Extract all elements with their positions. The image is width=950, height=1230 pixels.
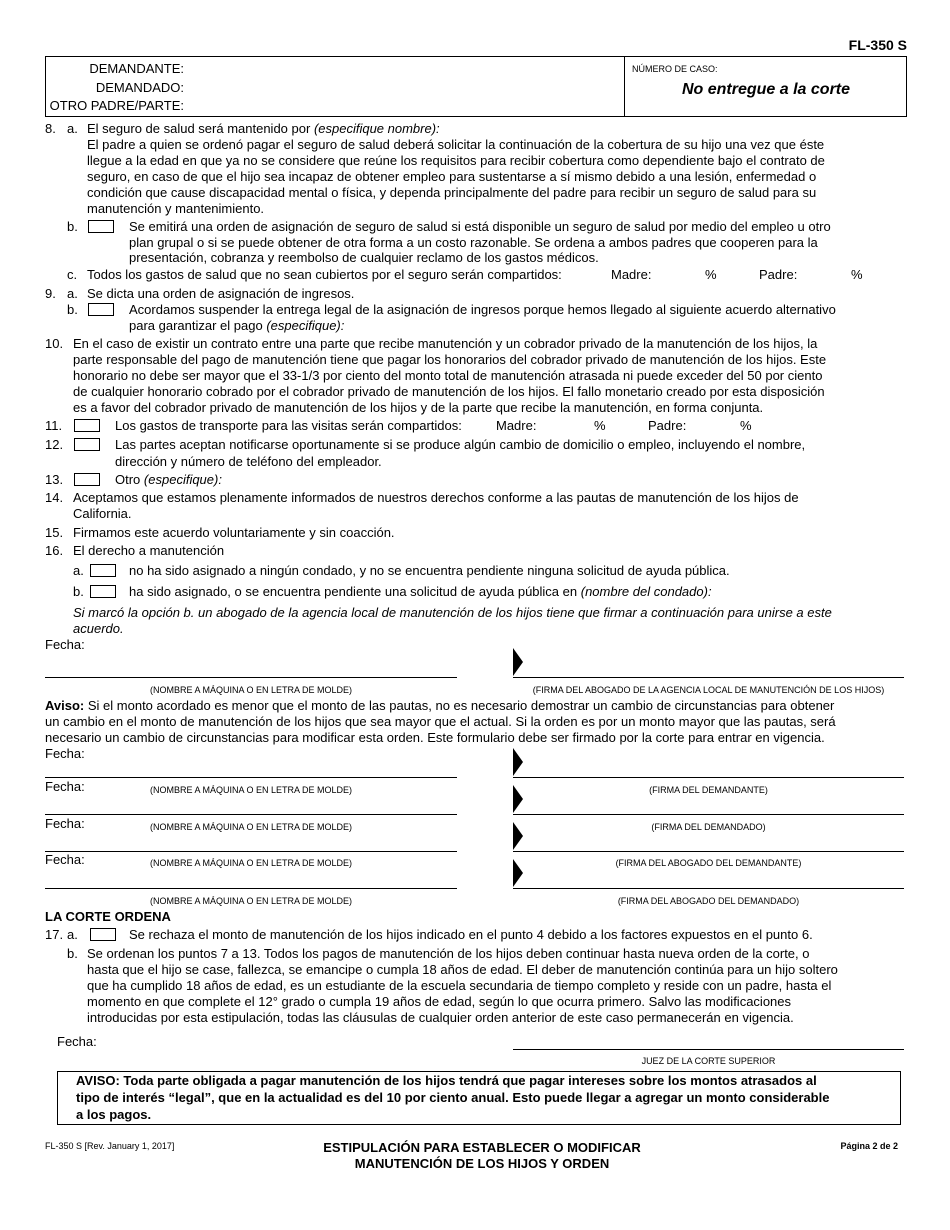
item11-father-pct: %	[740, 418, 752, 433]
footer-title-2: MANUTENCIÓN DE LOS HIJOS Y ORDEN	[354, 1156, 610, 1171]
footer-revision: FL-350 S [Rev. January 1, 2017]	[45, 1141, 175, 1151]
item8a-text: El seguro de salud será mantenido por (especifique nombre):	[87, 121, 440, 136]
print-name-caption: (NOMBRE A MÁQUINA O EN LETRA DE MOLDE)	[149, 785, 353, 795]
item16-note2: acuerdo.	[73, 621, 124, 636]
print-name-line	[45, 888, 457, 889]
print-name-caption: (NOMBRE A MÁQUINA O EN LETRA DE MOLDE)	[149, 896, 353, 906]
item8c-mother-pct: %	[705, 267, 717, 282]
item10-num: 10.	[45, 336, 64, 351]
item14-line2: California.	[73, 506, 132, 521]
item9b-label: b.	[67, 302, 78, 317]
item16-note1: Si marcó la opción b. un abogado de la agencia local de manutención de los hijos tiene que firmar a continuación para unirse a este	[73, 605, 832, 620]
item13-checkbox[interactable]	[74, 473, 100, 486]
item12-checkbox[interactable]	[74, 438, 100, 451]
petitioner-label: DEMANDANTE:	[89, 61, 184, 76]
item9b-checkbox[interactable]	[88, 303, 114, 316]
item10-line: parte responsable del pago de manutención tiene que pagar los honorarios del cobrador privado de manutención de los hijos. Este	[73, 352, 827, 367]
item9b-line2: para garantizar el pago (especifique):	[129, 318, 345, 333]
caption-box	[45, 56, 907, 117]
item14-num: 14.	[45, 490, 64, 505]
item8c-father: Padre:	[759, 267, 798, 282]
item15-text: Firmamos este acuerdo voluntariamente y sin coacción.	[73, 525, 395, 540]
item8c-text: Todos los gastos de salud que no sean cubiertos por el seguro serán compartidos:	[87, 267, 562, 282]
print-name-caption: (NOMBRE A MÁQUINA O EN LETRA DE MOLDE)	[149, 822, 353, 832]
do-not-file: No entregue a la corte	[681, 81, 851, 98]
petitioner-attorney-signature-caption: (FIRMA DEL ABOGADO DEL DEMANDANTE)	[615, 858, 802, 868]
item11-checkbox[interactable]	[74, 419, 100, 432]
item14-line1: Aceptamos que estamos plenamente informados de nuestros derechos conforme a las pautas de manutención de los hijos de	[73, 490, 799, 505]
item17b-line: momento en que complete el 12° grado o cumpla 19 años de edad, según lo que ocurra primero. Salvo las modificaciones	[87, 994, 792, 1009]
item8a-line: seguro, en caso de que el hijo sea incapaz de obtener empleo para sustentarse a sí mismo debido a una lesión, enfermedad o	[87, 169, 817, 184]
case-number-label: NÚMERO DE CASO:	[632, 64, 718, 74]
item17b-label: b.	[67, 946, 78, 961]
item9a-text: Se dicta una orden de asignación de ingresos.	[87, 286, 355, 301]
warning-line: tipo de interés “legal”, que en la actualidad es del 10 por ciento anual. Esto puede llegar a agregar un monto considerable	[76, 1090, 830, 1105]
item8b-line: Se emitirá una orden de asignación de seguro de salud si está disponible un seguro de salud por medio del empleo u otro	[129, 219, 831, 234]
item8b-line: plan grupal o si se puede obtener de otra forma a un costo razonable. Se ordena a ambos padres que cooperen para la	[129, 235, 818, 250]
item8a-line: condición que cause discapacidad mental o física, y dependa principalmente del padre para recibir un seguro de salud para su	[87, 185, 817, 200]
item17-num: 17.	[45, 927, 64, 942]
date-label: Fecha:	[45, 746, 85, 761]
signature-line	[513, 677, 904, 678]
item16a-label: a.	[73, 563, 84, 578]
item8a-line: El padre a quien se ordenó pagar el seguro de salud deberá solicitar la continuación de la cobertura de su hijo una vez que éste	[87, 137, 825, 152]
warning-line: AVISO: Toda parte obligada a pagar manutención de los hijos tendrá que pagar intereses sobre los montos atrasados al	[76, 1073, 817, 1088]
court-heading: LA CORTE ORDENA	[45, 909, 171, 924]
item12-line1: Las partes aceptan notificarse oportunamente si se produce algún cambio de domicilio o empleo, incluyendo el nombre,	[115, 437, 806, 452]
print-name-caption: (NOMBRE A MÁQUINA O EN LETRA DE MOLDE)	[149, 858, 353, 868]
form-id: FL-350 S	[848, 37, 907, 53]
item16a-text: no ha sido asignado a ningún condado, y no se encuentra pendiente ninguna solicitud de ayuda pública.	[129, 563, 730, 578]
item8c-label: c.	[67, 267, 78, 282]
item8b-line: presentación, cobranza y reembolso de cualquier reclamo de los gastos médicos.	[129, 250, 599, 265]
item17b-line: introducidas por esta estipulación, todas las cláusulas de cualquier orden anterior de este caso permanecerán en vigencia.	[87, 1010, 794, 1025]
respondent-signature-caption: (FIRMA DEL DEMANDADO)	[651, 822, 766, 832]
signature-line	[513, 888, 904, 889]
item11-father: Padre:	[648, 418, 687, 433]
date-label: Fecha:	[45, 816, 85, 831]
footer-page: Página 2 de 2	[840, 1141, 898, 1151]
item17a-label: a.	[67, 927, 78, 942]
print-name-line	[45, 677, 457, 678]
item16b-text: ha sido asignado, o se encuentra pendiente una solicitud de ayuda pública en (nombre del condado):	[129, 584, 712, 599]
print-name-line	[45, 851, 457, 852]
signature-arrow-icon	[513, 822, 523, 850]
item17a-text: Se rechaza el monto de manutención de los hijos indicado en el punto 4 debido a los factores expuestos en el punto 6.	[129, 927, 813, 942]
respondent-attorney-signature-caption: (FIRMA DEL ABOGADO DEL DEMANDADO)	[617, 896, 800, 906]
item9b-line1: Acordamos suspender la entrega legal de la asignación de ingresos porque hemos llegado al siguiente acuerdo alternativo	[129, 302, 836, 317]
petitioner-signature-caption: (FIRMA DEL DEMANDANTE)	[649, 785, 768, 795]
other-parent-label: OTRO PADRE/PARTE:	[49, 98, 184, 113]
item8b-checkbox[interactable]	[88, 220, 114, 233]
date-label: Fecha:	[45, 637, 85, 652]
signature-line	[513, 851, 904, 852]
signature-arrow-icon	[513, 648, 523, 676]
item16b-label: b.	[73, 584, 84, 599]
signature-arrow-icon	[513, 859, 523, 887]
agency-signature-caption: (FIRMA DEL ABOGADO DE LA AGENCIA LOCAL DE MANUTENCIÓN DE LOS HIJOS)	[532, 685, 885, 695]
item13-num: 13.	[45, 472, 64, 487]
item8c-father-pct: %	[851, 267, 863, 282]
item17b-line: Se ordenan los puntos 7 a 13. Todos los pagos de manutención de los hijos deben continuar hasta nueva orden de la corte, o	[87, 946, 810, 961]
signature-line	[513, 777, 904, 778]
notice-line: necesario un cambio de circunstancias para modificar esta orden. Este formulario debe ser firmado por la corte para entrar en vigencia.	[45, 730, 825, 745]
item8b-label: b.	[67, 219, 78, 234]
item11-text: Los gastos de transporte para las visitas serán compartidos:	[115, 418, 462, 433]
item11-num: 11.	[45, 418, 63, 433]
signature-arrow-icon	[513, 748, 523, 776]
date-label: Fecha:	[45, 779, 85, 794]
footer-title-1: ESTIPULACIÓN PARA ESTABLECER O MODIFICAR	[323, 1140, 641, 1155]
item8c-mother: Madre:	[611, 267, 652, 282]
item10-line: es a favor del cobrador privado de manutención de los hijos y de la parte que recibe la manutención, en forma conjunta.	[73, 400, 764, 415]
signature-arrow-icon	[513, 785, 523, 813]
print-name-caption: (NOMBRE A MÁQUINA O EN LETRA DE MOLDE)	[149, 685, 353, 695]
notice-first: Aviso: Si el monto acordado es menor que el monto de las pautas, no es necesario demostrar un cambio de circunstancias para obtener	[45, 698, 835, 713]
item17b-line: que ha cumplido 18 años de edad, es un estudiante de la escuela secundaria de tiempo completo y reside con un padre, hasta el	[87, 978, 832, 993]
date-label: Fecha:	[45, 852, 85, 867]
item8a-line: manutención y mantenimiento.	[87, 201, 265, 216]
notice-line: un cambio en el monto de manutención de los hijos que sea mayor que el actual. Si la orden es por un monto mayor que las pautas, será	[45, 714, 836, 729]
item10-line: honorario no debe ser mayor que el 33-1/3 por ciento del monto total de manutención atrasada ni puede exceder del 50 por ciento	[73, 368, 823, 383]
item10-line: En el caso de existir un contrato entre una parte que recibe manutención y un cobrador privado de la manutención de los hijos, la	[73, 336, 818, 351]
item11-mother-pct: %	[594, 418, 606, 433]
item8a-line: llegue a la edad en que ya no se considere que reúne los requisitos para recibir cobertura como dependiente bajo el contrato de	[87, 153, 825, 168]
item12-line2: dirección y número de teléfono del empleador.	[115, 454, 382, 469]
item9a-label: a.	[67, 286, 78, 301]
warning-line: a los pagos.	[76, 1107, 152, 1122]
court-date-label: Fecha:	[57, 1034, 97, 1049]
item16-num: 16.	[45, 543, 64, 558]
warning-box	[57, 1071, 901, 1125]
item8a-label: a.	[67, 121, 78, 136]
item11-mother: Madre:	[496, 418, 537, 433]
item16b-checkbox[interactable]	[90, 585, 116, 598]
print-name-line	[45, 814, 457, 815]
item8-num: 8.	[45, 121, 56, 136]
signature-line	[513, 814, 904, 815]
respondent-label: DEMANDADO:	[95, 80, 184, 95]
item13-text: Otro (especifique):	[115, 472, 222, 487]
item15-num: 15.	[45, 525, 64, 540]
print-name-line	[45, 777, 457, 778]
item12-num: 12.	[45, 437, 64, 452]
item17b-line: hasta que el hijo se case, fallezca, se emancipe o cumpla 18 años de edad. El deber de manutención continúa para un hijo soltero	[87, 962, 838, 977]
judge-caption: JUEZ DE LA CORTE SUPERIOR	[641, 1056, 776, 1066]
item16a-checkbox[interactable]	[90, 564, 116, 577]
judge-signature-line	[513, 1049, 904, 1050]
item16-text: El derecho a manutención	[73, 543, 225, 558]
item17a-checkbox[interactable]	[90, 928, 116, 941]
item10-line: de cualquier honorario cobrado por el cobrador privado de manutención de los hijos. El fallo monetario creado por esta disposición	[73, 384, 825, 399]
item9-num: 9.	[45, 286, 56, 301]
